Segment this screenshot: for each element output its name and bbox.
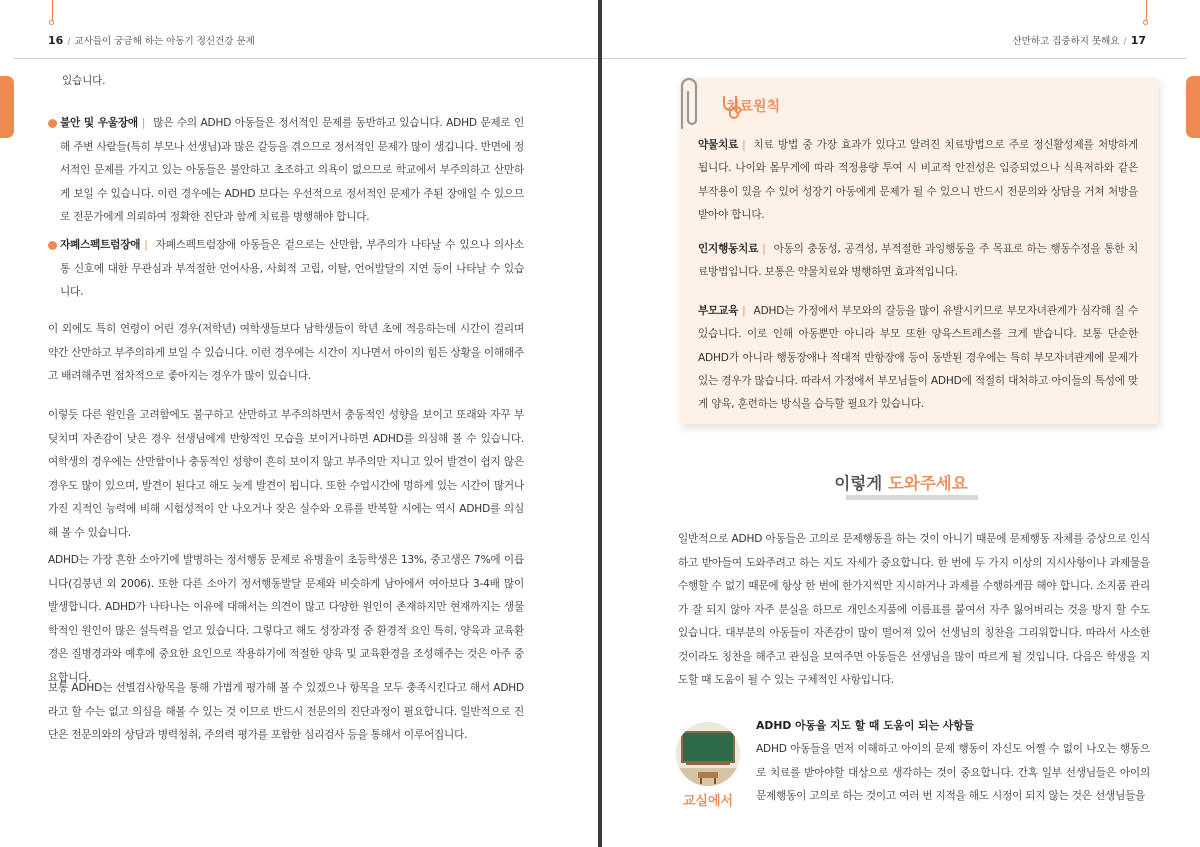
help-heading-accent: 도와주세요 bbox=[887, 474, 968, 493]
right-header-rule bbox=[602, 58, 1186, 59]
left-running-header: 16 / 교사들이 궁금해 하는 아동기 정신건강 문제 bbox=[48, 34, 255, 47]
chapter-tab bbox=[1186, 76, 1200, 138]
para-prevalence: ADHD는 가장 흔한 소아기에 발병하는 정서행동 문제로 유병율이 초등학생은 13%, 중고생은 7%에 이릅니다(김붕년 외 2006). 또한 다른 소아기 정서행동발달 문제와 비슷하게 남아에서 여아보다 3-4배 많이 발생합니다. ADHD가 나타나는 이유에 대해서는 의견이 많고 다양한 원인이 존재하지만 현재까지는 생물학적인 원인이 많은 설득력을 얻고 있습니다. 그렇다고 해도 성장과정 중 환경적 요인 특히, 양육과 교육환경은 질병경과와 예후에 중요한 요인으로 작용하기에 적절한 양육 및 교육환경을 조성해주는 것은 아주 중요합니다. bbox=[48, 554, 524, 684]
header-marker-dot bbox=[1143, 20, 1148, 25]
header-marker-line bbox=[52, 0, 53, 22]
card-parent-text: ADHD는 가정에서 부모와의 갈등을 많이 유발시키므로 부모자녀관계가 심각해 질 수 있습니다. 이로 인해 아동뿐만 아니라 부모 또한 양육스트레스를 크게 받습니다. 보통 단순한 ADHD가 아니라 행동장애나 적대적 반항장애 등이 동반된 경우에는 특히 부모자녀관계에 문제가 있는 경우가 많습니다. 따라서 가정에서 부모님들이 ADHD에 적절히 대처하고 아이들의 특성에 맞게 양육, 훈련하는 방식을 습득할 필요가 있습니다. bbox=[698, 305, 1138, 411]
bullet-dot-icon bbox=[48, 241, 57, 250]
help-paragraph: 일반적으로 ADHD 아동들은 고의로 문제행동을 하는 것이 아니기 때문에 문제행동 자체를 증상으로 인식하고 받아들여 도와주려고 하는 지도 자세가 중요합니다. 한 번에 두 가지 이상의 지시사항이나 과제물을 수행할 수 없기 때문에 항상 한 번에 한가지씩만 지시하거나 과제를 수행하게끔 해야 합니다. 소지품 관리가 잘 되지 않아 자주 분실을 하므로 개인소지품에 이름표를 붙여서 자주 잃어버리는 것을 방지 할 수도 있습니다. 대부분의 아동들이 자존감이 많이 떨어져 있어 선생님의 칭찬을 그리워합니다. 따라서 사소한 것이라도 칭찬을 해주고 관심을 보여주면 아동들은 선생님을 많이 따르게 될 것입니다. 다음은 학생을 지도할 때 도움이 될 수 있는 구체적인 사항입니다. bbox=[678, 533, 1150, 686]
header-marker-line bbox=[1146, 0, 1147, 22]
para-suspect: 이렇듯 다른 원인을 고려함에도 불구하고 산만하고 부주의하면서 충동적인 성향을 보이고 또래와 자꾸 부딪치며 자존감이 낮은 경우 선생님에게 반항적인 모습을 보이거나하면 ADHD를 의심해 볼 수 있습니다. 여학생의 경우에는 산만함이나 충동적인 성향이 흔히 보이지 않고 부주의만 지니고 있어 발견이 쉽지 않은 경우도 많이 있으며, 발견이 된다고 해도 늦게 발견이 됩니다. 또한 수업시간에 멍하게 있는 시간이 많거나 가진 지적인 능력에 비해 시험성적이 안 나오거나 잦은 실수와 오류를 반복할 시에는 역시 ADHD를 의심해 볼 수 있습니다. bbox=[48, 409, 524, 539]
tip-title: ADHD 아동을 지도 할 때 도움이 되는 사항들 bbox=[756, 719, 975, 732]
treatment-card bbox=[680, 78, 1158, 424]
chapter-tab bbox=[0, 76, 14, 138]
card-drug: 약물치료 | 치료 방법 중 가장 효과가 있다고 알려진 치료방법으로 주로 정신활성제를 처방하게 됩니다. 나이와 몸무게에 따라 적정용량 투여 시 비교적 안전성은 입증되었으나 식욕저하와 같은 부작용이 있을 수 있어 성장기 아동에게 문제가 될 수 있으니 반드시 전문의와 상담을 거쳐 처방을 받아야 합니다. bbox=[698, 139, 1138, 221]
bullet-anxiety-text: 많은 수의 ADHD 아동들은 정서적인 문제를 동반하고 있습니다. ADHD 문제로 인해 주변 사람들(특히 부모나 선생님)과 많은 갈등을 겪으므로 정서적인 문제가 많이 생깁니다. 반면에 정서적인 문제를 가지고 있는 아동들은 불안하고 초조하고 의욕이 없으므로 학교에서 부주의하고 산만하게 보일 수 있습니다. 이런 경우에는 ADHD 보다는 우선적으로 정서적인 문제가 주된 장애일 수 있으므로 전문가에게 의뢰하여 정확한 진단과 함께 치료를 병행해야 합니다. bbox=[60, 117, 525, 223]
classroom-illustration bbox=[676, 722, 740, 786]
para-age: 이 외에도 특히 연령이 어린 경우(저학년) 여학생들보다 남학생들이 학년 초에 적응하는데 시간이 걸리며 약간 산만하고 부주의하게 보일 수 있습니다. 이런 경우에는 시간이 지나면서 아이의 힘든 상황을 이해해주고 배려해주면 점차적으로 좋아지는 경우가 많이 있습니다. bbox=[48, 323, 524, 382]
card-cognitive-term: 인지행동치료 bbox=[698, 243, 759, 255]
tip-body: ADHD 아동들을 먼저 이해하고 아이의 문제 행동이 자신도 어쩔 수 없이 나오는 행동으로 치료를 받아야할 대상으로 생각하는 것이 중요합니다. 간혹 일부 선생님들은 아이의 문제행동이 고의로 하는 것이고 여러 번 지적을 해도 시정이 되지 않는 것은 선생님들을 bbox=[756, 743, 1150, 802]
para-diagnosis: 보통 ADHD는 선별검사항목을 통해 가볍게 평가해 볼 수 있겠으나 항목을 모두 충족시킨다고 해서 ADHD라고 할 수는 없고 의심을 해볼 수 있는 것 이므로 반드시 전문의의 진단과정이 필요합니다. 일반적으로 진단은 전문의와의 상담과 병력청취, 주의력 평가를 포함한 심리검사 등을 통해서 이루어집니다. bbox=[48, 682, 524, 741]
card-drug-term: 약물치료 bbox=[698, 139, 739, 151]
bullet-dot-icon bbox=[48, 119, 57, 128]
bullet-autism-text: 자폐스펙트럼장애 아동들은 겉으로는 산만함, 부주의가 나타날 수 있으나 의사소통 신호에 대한 무관심과 부적절한 언어사용, 사회적 고립, 이탈, 언어발달의 지연 등이 나타날 수 있습니다. bbox=[60, 239, 524, 298]
right-page bbox=[602, 0, 1200, 847]
left-header-rule bbox=[14, 58, 598, 59]
card-cognitive-text: 아동의 충동성, 공격성, 부적절한 과잉행동을 주 목표로 하는 행동수정을 통한 치료방법입니다. 보통은 약물치료와 병행하면 효과적입니다. bbox=[698, 243, 1138, 279]
bullet-autism: 자폐스펙트럼장애 | 자폐스펙트럼장애 아동들은 겉으로는 산만함, 부주의가 나타날 수 있으나 의사소통 신호에 대한 무관심과 부적절한 언어사용, 사회적 고립, 이탈, 언어발달의 지연 등이 나타날 수 있습니다. bbox=[48, 234, 524, 305]
left-page-number: 16 bbox=[48, 34, 64, 47]
bullet-autism-term: 자폐스펙트럼장애 bbox=[60, 239, 141, 251]
bullet-anxiety: 불안 및 우울장애 | 많은 수의 ADHD 아동들은 정서적인 문제를 동반하고 있습니다. ADHD 문제로 인해 주변 사람들(특히 부모나 선생님)과 많은 갈등을 겪으므로 정서적인 문제가 많이 생깁니다. 반면에 정서적인 문제를 가지고 있는 아동들은 불안하고 초조하고 의욕이 없으므로 학교에서 부주의하고 산만하게 보일 수 있습니다. 이런 경우에는 ADHD 보다는 우선적으로 정서적인 문제가 주된 장애일 수 있으므로 전문가에게 의뢰하여 정확한 진단과 함께 치료를 병행해야 합니다. bbox=[48, 112, 524, 230]
left-page bbox=[0, 0, 598, 847]
help-heading bbox=[602, 470, 1200, 494]
paperclip-icon bbox=[672, 72, 702, 132]
help-heading-underline bbox=[846, 495, 978, 500]
card-parent: 부모교육 | ADHD는 가정에서 부모와의 갈등을 많이 유발시키므로 부모자녀관계가 심각해 질 수 있습니다. 이로 인해 아동뿐만 아니라 부모 또한 양육스트레스를 크게 받습니다. 보통 단순한 ADHD가 아니라 행동장애나 적대적 반항장애 등이 동반된 경우에는 특히 부모자녀관계에 문제가 있는 경우가 많습니다. 따라서 가정에서 부모님들이 ADHD에 적절히 대처하고 아이들의 특성에 맞게 양육, 훈련하는 방식을 습득할 필요가 있습니다. bbox=[698, 305, 1138, 411]
para-continuation: 있습니다. bbox=[62, 75, 106, 87]
card-parent-term: 부모교육 bbox=[698, 305, 739, 317]
help-heading-plain: 이렇게 bbox=[834, 474, 883, 493]
left-running-title: 교사들이 궁금해 하는 아동기 정신건강 문제 bbox=[74, 36, 255, 47]
right-page-number: 17 bbox=[1130, 34, 1146, 47]
card-title: 치료원칙 bbox=[726, 99, 781, 115]
right-running-header: 산만하고 집중하지 못해요 / 17 bbox=[1012, 34, 1146, 47]
header-marker-dot bbox=[49, 20, 54, 25]
chalkboard-icon bbox=[676, 722, 740, 786]
card-drug-text: 치료 방법 중 가장 효과가 있다고 알려진 치료방법으로 주로 정신활성제를 처방하게 됩니다. 나이와 몸무게에 따라 적정용량 투여 시 비교적 안전성은 입증되었으나 식욕저하와 같은 부작용이 있을 수 있어 성장기 아동에게 문제가 될 수 있으니 반드시 전문의와 상담을 거쳐 처방을 받아야 합니다. bbox=[698, 139, 1138, 221]
right-running-title: 산만하고 집중하지 못해요 bbox=[1012, 36, 1120, 47]
classroom-label: 교실에서 bbox=[682, 794, 734, 809]
bullet-anxiety-term: 불안 및 우울장애 bbox=[60, 117, 138, 129]
card-cognitive: 인지행동치료 | 아동의 충동성, 공격성, 부적절한 과잉행동을 주 목표로 하는 행동수정을 통한 치료방법입니다. 보통은 약물치료와 병행하면 효과적입니다. bbox=[698, 243, 1138, 279]
stethoscope-icon bbox=[720, 94, 742, 122]
